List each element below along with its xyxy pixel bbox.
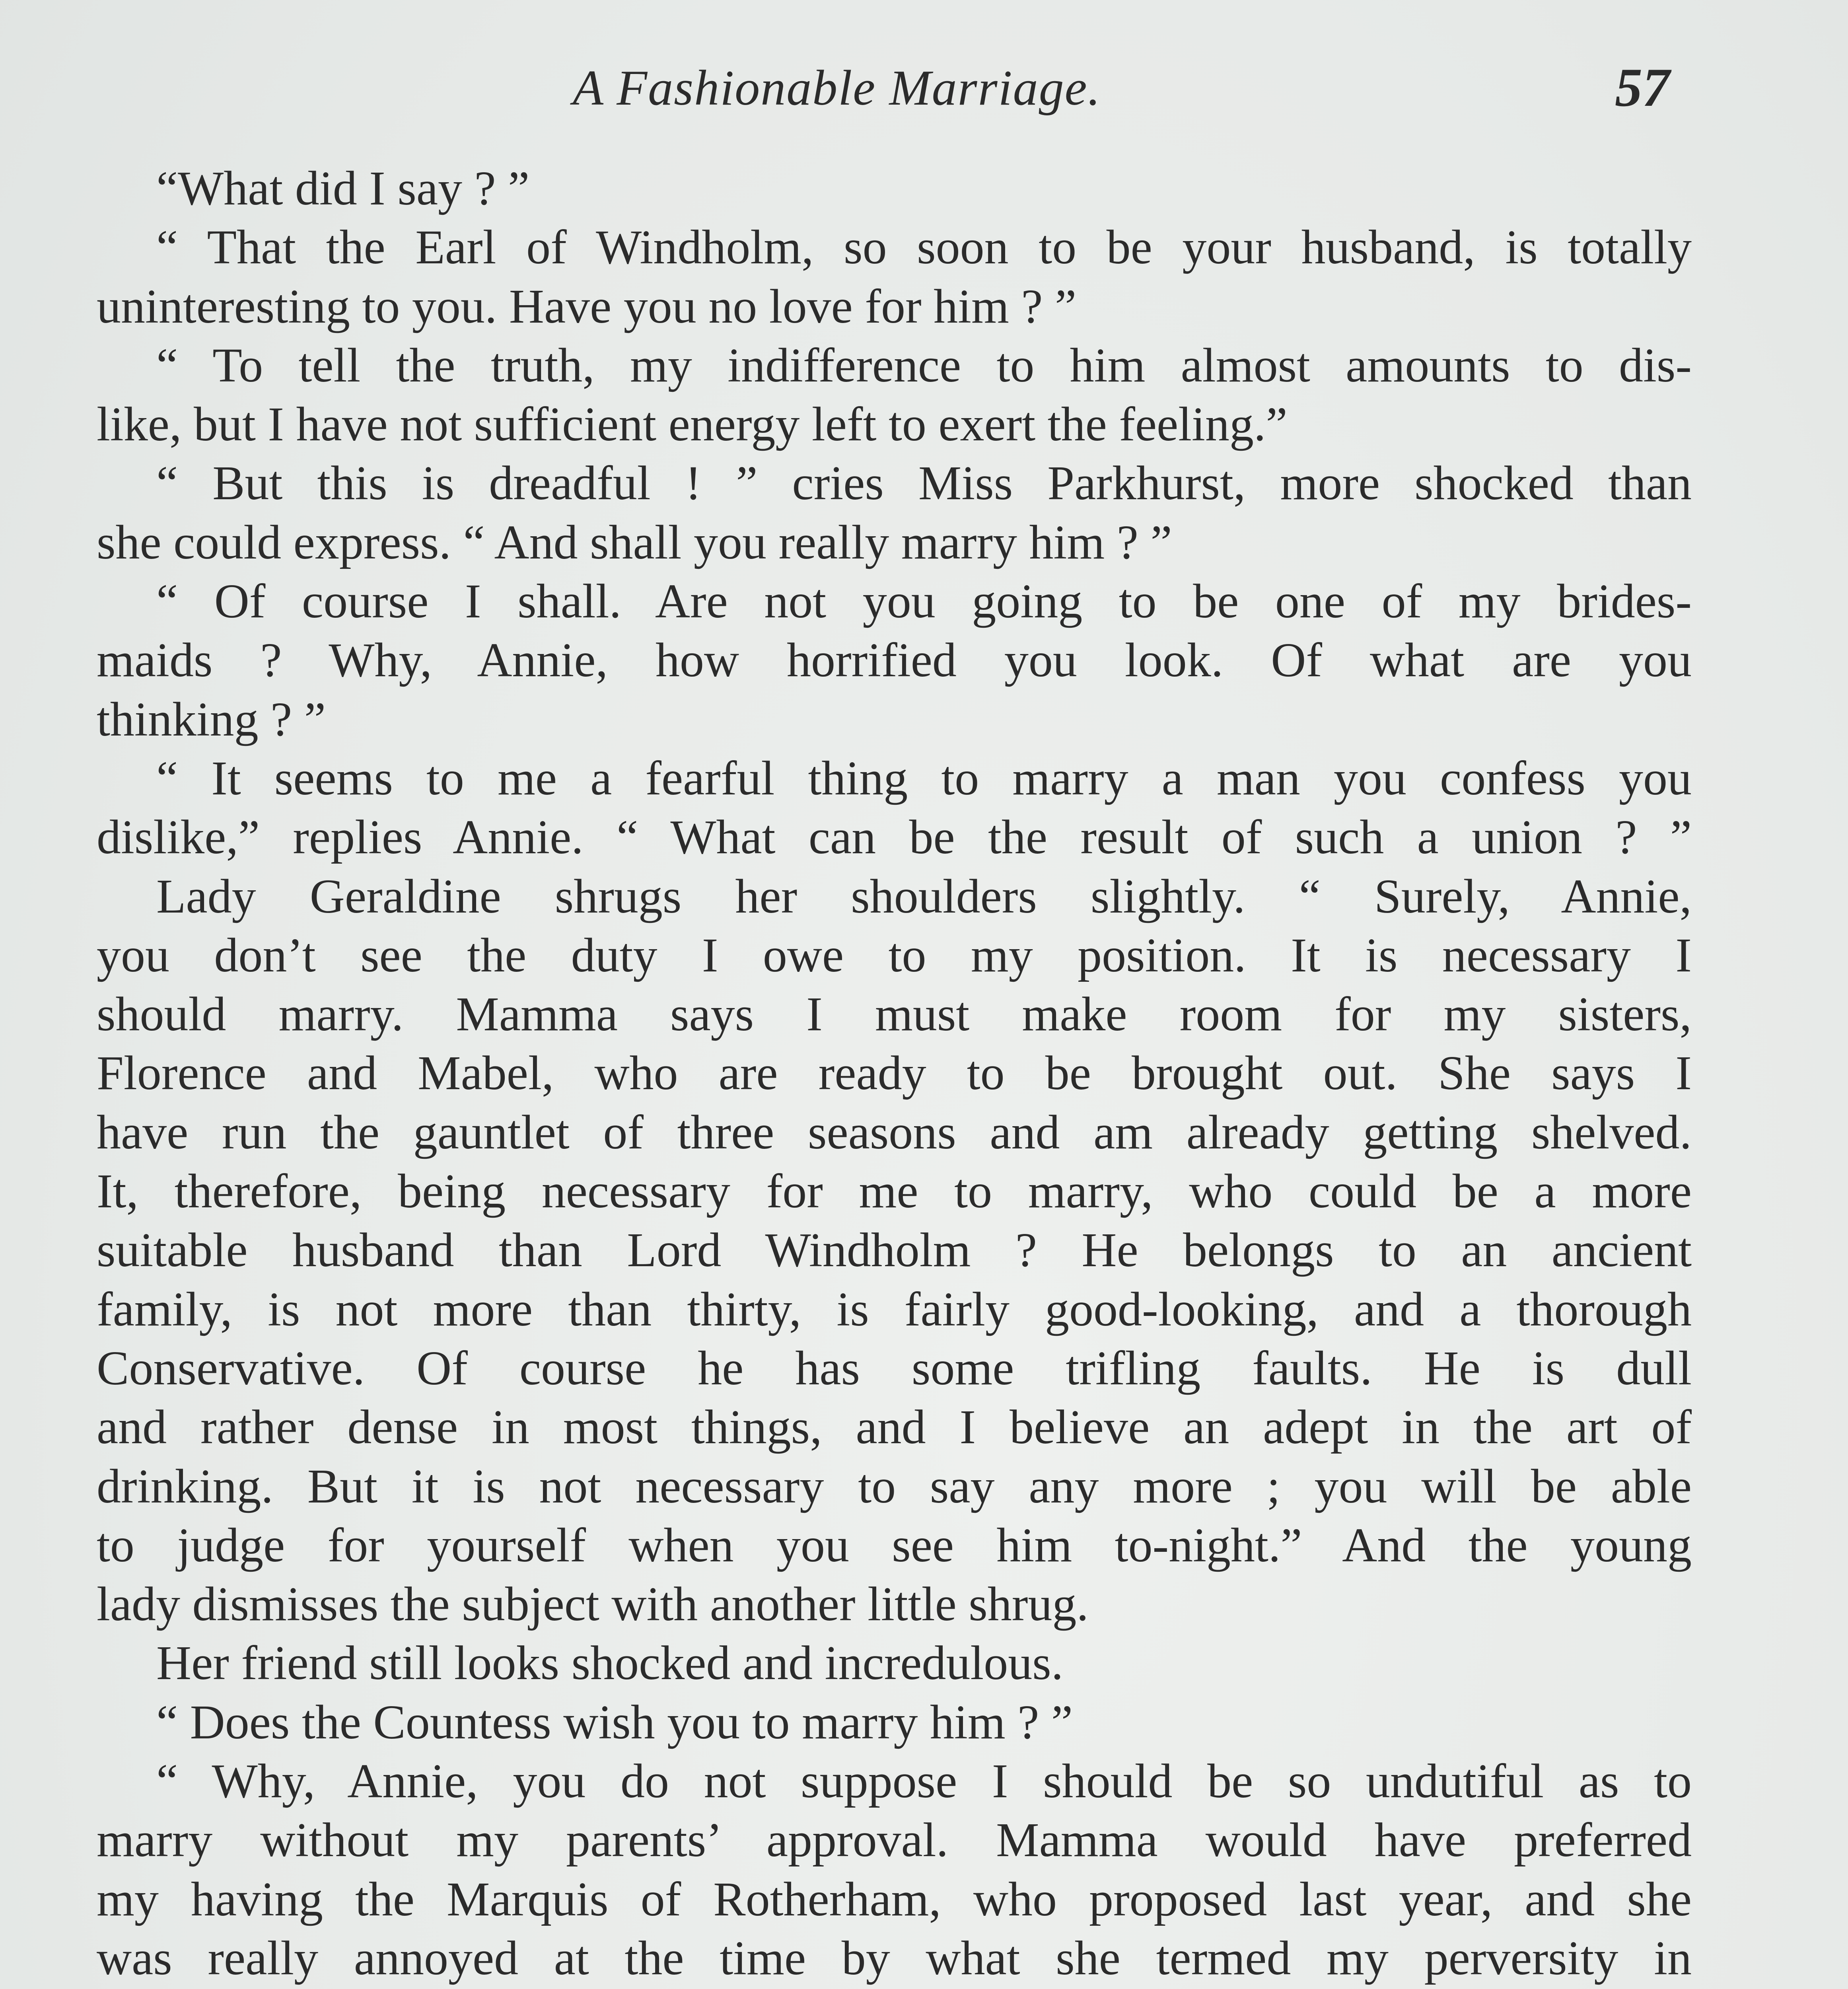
text-line: Conservative. Of course he has some trifling faults. He is dull bbox=[97, 1341, 1692, 1395]
text-line: and rather dense in most things, and I believe an adept in the art of bbox=[97, 1400, 1692, 1454]
text-line: Her friend still looks shocked and incredulous. bbox=[156, 1636, 1064, 1690]
text-line: “ Of course I shall. Are not you going to be one of my brides- bbox=[156, 574, 1692, 629]
text-line: she could express. “ And shall you really marry him ? ” bbox=[97, 515, 1172, 569]
body-text bbox=[97, 159, 1692, 1989]
text-line: marry without my parents’ approval. Mamma would have preferred bbox=[97, 1813, 1692, 1867]
text-line: suitable husband than Lord Windholm ? He belongs to an ancient bbox=[97, 1223, 1692, 1277]
text-line: “What did I say ? ” bbox=[156, 162, 530, 215]
text-line: maids ? Why, Annie, how horrified you look. Of what are you bbox=[97, 633, 1692, 687]
text-line: to judge for yourself when you see him to-night.” And the young bbox=[97, 1518, 1692, 1572]
text-line: “ Why, Annie, you do not suppose I should be so undutiful as to bbox=[156, 1754, 1692, 1808]
text-line: you don’t see the duty I owe to my position. It is necessary I bbox=[97, 928, 1692, 982]
text-line: It, therefore, being necessary for me to marry, who could be a more bbox=[97, 1164, 1692, 1218]
text-line: like, but I have not sufficient energy left to exert the feeling.” bbox=[97, 397, 1288, 452]
text-line: “ It seems to me a fearful thing to marry a man you confess you bbox=[156, 751, 1692, 805]
text-line: Florence and Mabel, who are ready to be brought out. She says I bbox=[97, 1046, 1692, 1100]
text-line: Lady Geraldine shrugs her shoulders slightly. “ Surely, Annie, bbox=[156, 869, 1692, 923]
text-line: was really annoyed at the time by what she termed my perversity in bbox=[97, 1931, 1692, 1985]
running-title: A Fashionable Marriage. bbox=[573, 60, 1101, 116]
page-number: 57 bbox=[1615, 57, 1670, 118]
text-line: my having the Marquis of Rotherham, who proposed last year, and she bbox=[97, 1872, 1692, 1926]
text-line: have run the gauntlet of three seasons and am already getting shelved. bbox=[97, 1105, 1692, 1159]
text-line: “ To tell the truth, my indifference to him almost amounts to dis- bbox=[156, 338, 1692, 392]
text-line: uninteresting to you. Have you no love for him ? ” bbox=[97, 279, 1077, 333]
text-line: “ But this is dreadful ! ” cries Miss Parkhurst, more shocked than bbox=[156, 456, 1692, 510]
text-line: “ Does the Countess wish you to marry him ? ” bbox=[156, 1695, 1073, 1749]
text-line: “ That the Earl of Windholm, so soon to be your husband, is totally bbox=[156, 220, 1692, 274]
text-line: lady dismisses the subject with another little shrug. bbox=[97, 1577, 1089, 1631]
text-line: drinking. But it is not necessary to say any more ; you will be able bbox=[97, 1459, 1692, 1513]
text-line: should marry. Mamma says I must make room for my sisters, bbox=[97, 987, 1692, 1041]
text-line: dislike,” replies Annie. “ What can be the result of such a union ? ” bbox=[97, 810, 1692, 864]
text-line: family, is not more than thirty, is fairly good-looking, and a thorough bbox=[97, 1282, 1692, 1336]
text-line: thinking ? ” bbox=[97, 692, 326, 746]
